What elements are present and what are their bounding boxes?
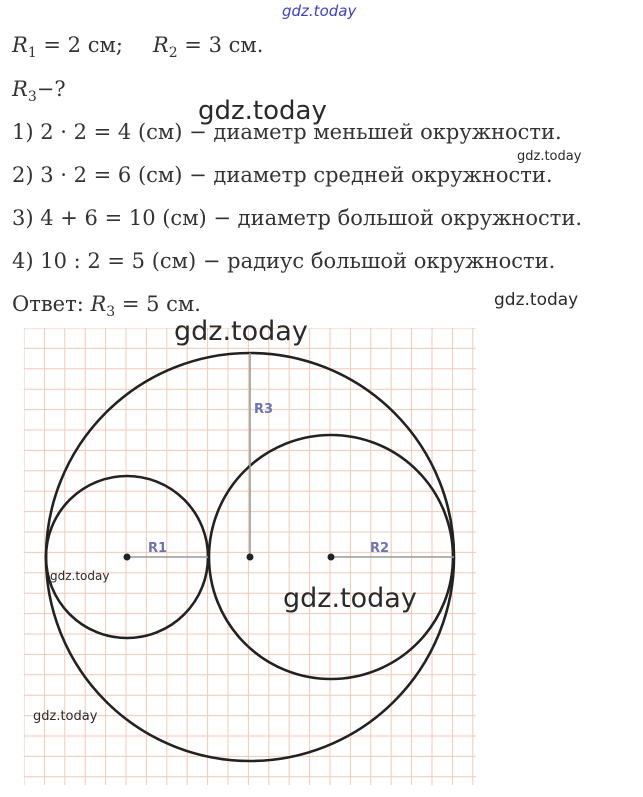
- r2-value: = 3 см.: [177, 33, 264, 57]
- unknown-question: −?: [36, 77, 66, 101]
- unknown-line: [12, 76, 66, 110]
- large-circle-center: [247, 554, 254, 561]
- r3-subscript: 3: [27, 89, 37, 105]
- medium-circle-center: [328, 554, 335, 561]
- r2-subscript: 2: [168, 45, 178, 61]
- solution-step-2: 2) 3 · 2 = 6 (см) − диаметр средней окружности.: [12, 163, 553, 187]
- watermark: gdz.today: [494, 290, 579, 310]
- watermark: gdz.today: [33, 709, 98, 724]
- given-line: [12, 32, 263, 66]
- answer-subscript: 3: [106, 304, 116, 320]
- watermark: gdz.today: [198, 96, 327, 126]
- solution-step-1: 1) 2 · 2 = 4 (см) − диаметр меньшей окружности.: [12, 120, 562, 144]
- r2-label: R2: [370, 541, 390, 556]
- answer-symbol: R: [90, 292, 107, 316]
- r2-symbol: R: [152, 33, 169, 57]
- watermark: gdz.today: [174, 316, 308, 347]
- r1-subscript: 1: [27, 45, 37, 61]
- solution-step-3: 3) 4 + 6 = 10 (см) − диаметр большой окружности.: [12, 206, 583, 230]
- r3-symbol: R: [12, 77, 28, 101]
- r3-label: R3: [254, 402, 274, 417]
- small-circle-center: [124, 554, 131, 561]
- watermark-top: gdz.today: [282, 2, 357, 20]
- r1-label: R1: [148, 541, 168, 556]
- watermark: gdz.today: [50, 569, 110, 583]
- solution-step-4: 4) 10 : 2 = 5 (см) − радиус большой окружности.: [12, 249, 556, 273]
- answer-line: [12, 291, 201, 325]
- r1-value: = 2 см;: [36, 33, 123, 57]
- r1-symbol: R: [12, 33, 28, 57]
- answer-prefix: Ответ:: [12, 292, 91, 316]
- watermark: gdz.today: [517, 149, 582, 164]
- watermark: gdz.today: [283, 583, 417, 614]
- answer-value: = 5 см.: [115, 292, 201, 316]
